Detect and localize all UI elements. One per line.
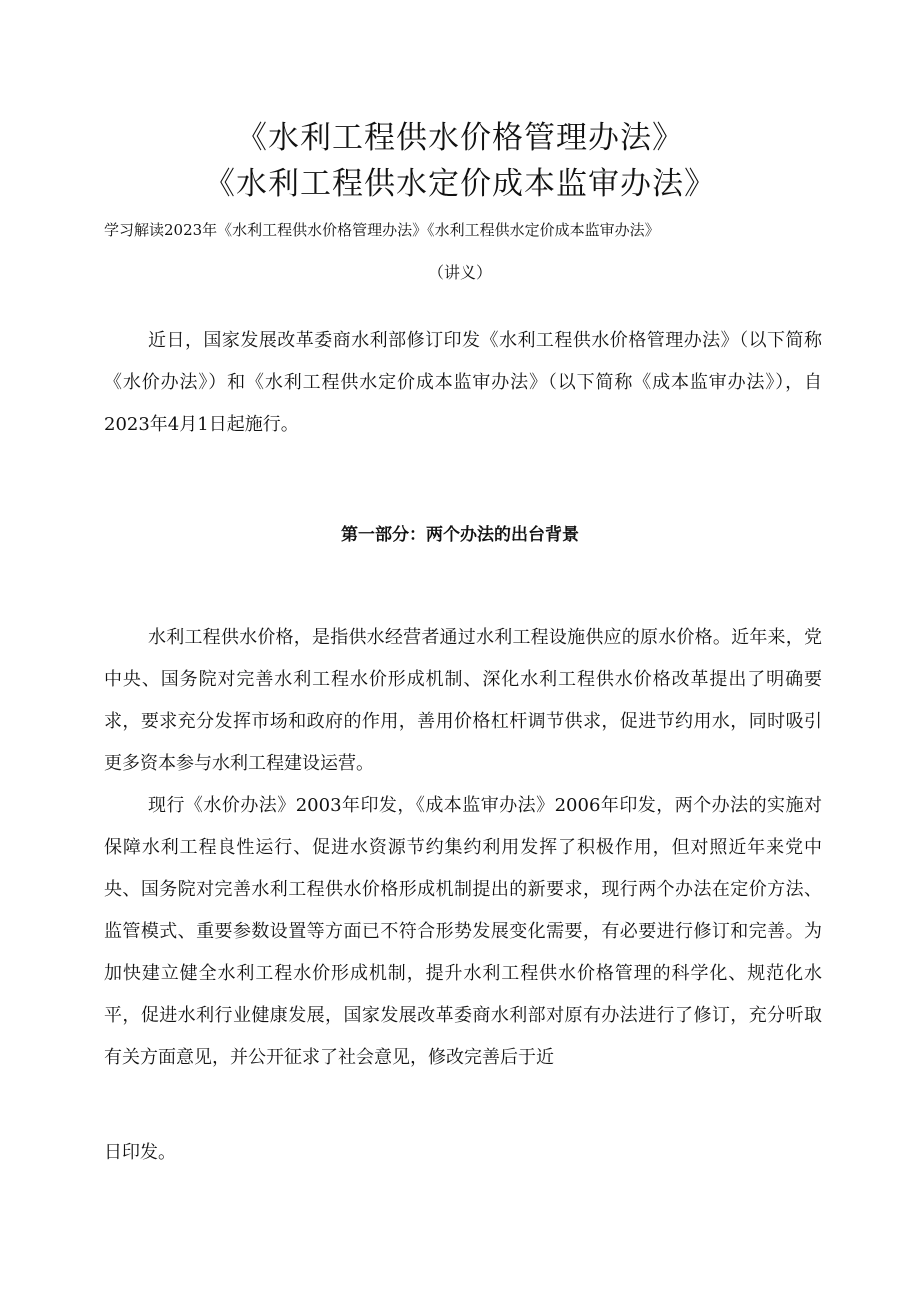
section-1-paragraph-1: 水利工程供水价格，是指供水经营者通过水利工程设施供应的原水价格。近年来，党中央、国务院对完善水利工程水价形成机制、深化水利工程供水价格改革提出了明确要求，要求充分发挥市场和政府的作用，善用价格杠杆调节供求，促进节约用水，同时吸引更多资本参与水利工程建设运营。 — [104, 627, 822, 774]
document-title-line-2: 《水利工程供水定价成本监审办法》 — [204, 166, 716, 202]
section-1-heading: 第一部分：两个办法的出台背景 — [341, 525, 579, 545]
lecture-label: （讲义） — [427, 263, 492, 282]
section-1-paragraph-2: 现行《水价办法》2003年印发，《成本监审办法》2006年印发，两个办法的实施对保障水利工程良性运行、促进水资源节约集约利用发挥了积极作用，但对照近年来党中央、国务院对完善水利工程供水价格形成机制提出的新要求，现行两个办法在定价方法、监管模式、重要参数设置等方面已不符合形势发展变化需要，有必要进行修订和完善。为加快建立健全水利工程水价形成机制，提升水利工程供水价格管理的科学化、规范化水平，促进水利行业健康发展，国家发展改革委商水利部对原有办法进行了修订，充分听取有关方面意见，并公开征求了社会意见，修改完善后于近 — [104, 795, 822, 1068]
intro-paragraph: 近日，国家发展改革委商水利部修订印发《水利工程供水价格管理办法》（以下简称《水价办法》）和《水利工程供水定价成本监审办法》（以下简称《成本监审办法》），自2023年4月1日起施行。 — [104, 330, 822, 435]
section-1-paragraph-3: 日印发。 — [104, 1142, 176, 1163]
document-title-line-1: 《水利工程供水价格管理办法》 — [236, 120, 684, 156]
document-subtitle: 学习解读2023年《水利工程供水价格管理办法》《水利工程供水定价成本监审办法》 — [104, 221, 660, 239]
